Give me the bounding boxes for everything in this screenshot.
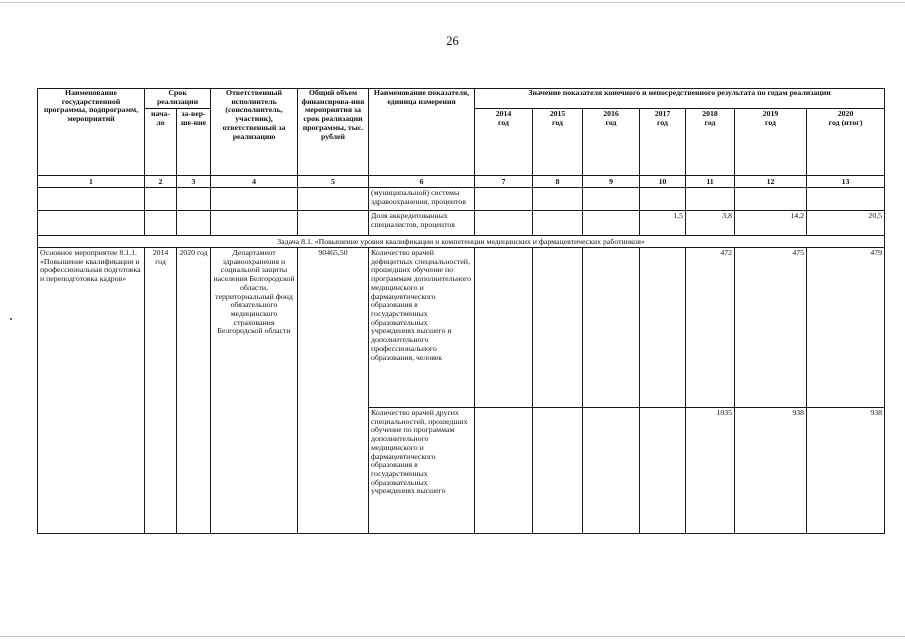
value-2018: 1035 (686, 408, 735, 534)
value-2019: 938 (735, 408, 807, 534)
measure-start: 2014 год (145, 248, 177, 534)
scan-line-bottom (0, 636, 905, 637)
column-number: 13 (807, 176, 885, 188)
header-year-2014 (475, 109, 533, 176)
year-label: 2015 (549, 109, 566, 118)
column-number: 5 (298, 176, 369, 188)
column-number: 6 (369, 176, 475, 188)
year-suffix: год (765, 117, 776, 127)
value-2020: 479 (807, 248, 885, 408)
value-2020: 938 (807, 408, 885, 534)
header-year-2016 (583, 109, 640, 176)
year-label: 2019 (762, 109, 779, 118)
column-number: 3 (177, 176, 211, 188)
column-number: 7 (475, 176, 533, 188)
year-suffix: год (657, 117, 668, 127)
header-year-2018 (686, 109, 735, 176)
scan-line-top (0, 2, 905, 3)
column-number: 12 (735, 176, 807, 188)
header-row-1 (38, 89, 885, 109)
column-number: 1 (38, 176, 145, 188)
column-number: 2 (145, 176, 177, 188)
year-suffix: год (498, 117, 509, 127)
year-suffix: год (552, 117, 563, 127)
value-2020: 20,5 (807, 211, 885, 236)
header-year-2019 (735, 109, 807, 176)
value-2019: 14,2 (735, 211, 807, 236)
column-number: 4 (211, 176, 298, 188)
year-label: 2017 (654, 109, 671, 118)
header-indicator: Наименование показателя, единица измерения (369, 89, 475, 176)
year-label: 2018 (702, 109, 718, 118)
value-2018: 3,8 (686, 211, 735, 236)
header-year-2017 (640, 109, 686, 176)
scan-speck (10, 318, 12, 320)
column-numbers-row (38, 176, 885, 188)
value-2017: 1,5 (640, 211, 686, 236)
value-2018: 472 (686, 248, 735, 408)
year-label: 2020 (837, 109, 854, 118)
measure-end: 2020 год (177, 248, 211, 534)
column-number: 9 (583, 176, 640, 188)
measure-responsible: Департамент здравоохранения и социальной защиты населения Белгородской области, территориальный фонд обязательного медицинского страхования Белгородской области (211, 248, 298, 534)
measure-name: Основное мероприятие 8.1.1. «Повышение квалификации и профессиональная подготовка и переподготовка кадров» (38, 248, 145, 534)
header-term: Срок реализации (145, 89, 211, 109)
indicator-cell: Доля аккредитованных специалистов, процентов (369, 211, 475, 236)
header-values-group: Значение показателя конечного и непосредственного результата по годам реализации (475, 89, 885, 109)
year-label: 2016 (603, 109, 619, 118)
year-suffix: год (605, 117, 617, 127)
year-suffix: год (итог) (828, 117, 863, 127)
indicator-cell: Количество врачей других специальностей, прошедших обучение по программам дополнительного медицинского и фармацевтического образования в государственных образовательных учреждениях высшего (369, 408, 475, 534)
page-number: 26 (446, 34, 459, 48)
header-term-start: нача-ло (145, 109, 177, 176)
measure-financing: 90465,50 (298, 248, 369, 534)
table-row-measure-1 (38, 248, 885, 408)
value-2019: 475 (735, 248, 807, 408)
header-responsible: Ответственный исполнитель (соисполнитель, участник), ответственный за реализацию (211, 89, 298, 176)
indicator-cell: (муниципальной) системы здравоохранения, процентов (369, 188, 475, 211)
column-number: 11 (686, 176, 735, 188)
header-name: Наименование государственной программы, подпрограмм, мероприятий (38, 89, 145, 176)
indicator-cell: Количество врачей дефицитных специальностей, прошедших обучение по программам дополнительного медицинского и фармацевтического образования в государственных образовательных учреждениях высшего и дополнительного профессионального образования, человек (369, 248, 475, 408)
column-number: 10 (640, 176, 686, 188)
header-year-2020 (807, 109, 885, 176)
program-table (37, 88, 885, 534)
table-row-continuation (38, 188, 885, 211)
header-term-end: за-вер-ше-ние (177, 109, 211, 176)
task-row (38, 236, 885, 248)
column-number: 8 (533, 176, 583, 188)
header-financing: Общий объем финансирова-ния мероприятия за срок реализации программы, тыс. рублей (298, 89, 369, 176)
task-title: Задача 8.1. «Повышение уровня квалификации и компетенции медицинских и фармацевтических работников» (38, 236, 885, 248)
year-suffix: год (704, 117, 716, 127)
year-label: 2014 (495, 109, 512, 118)
table-row-accredited (38, 211, 885, 236)
header-year-2015 (533, 109, 583, 176)
